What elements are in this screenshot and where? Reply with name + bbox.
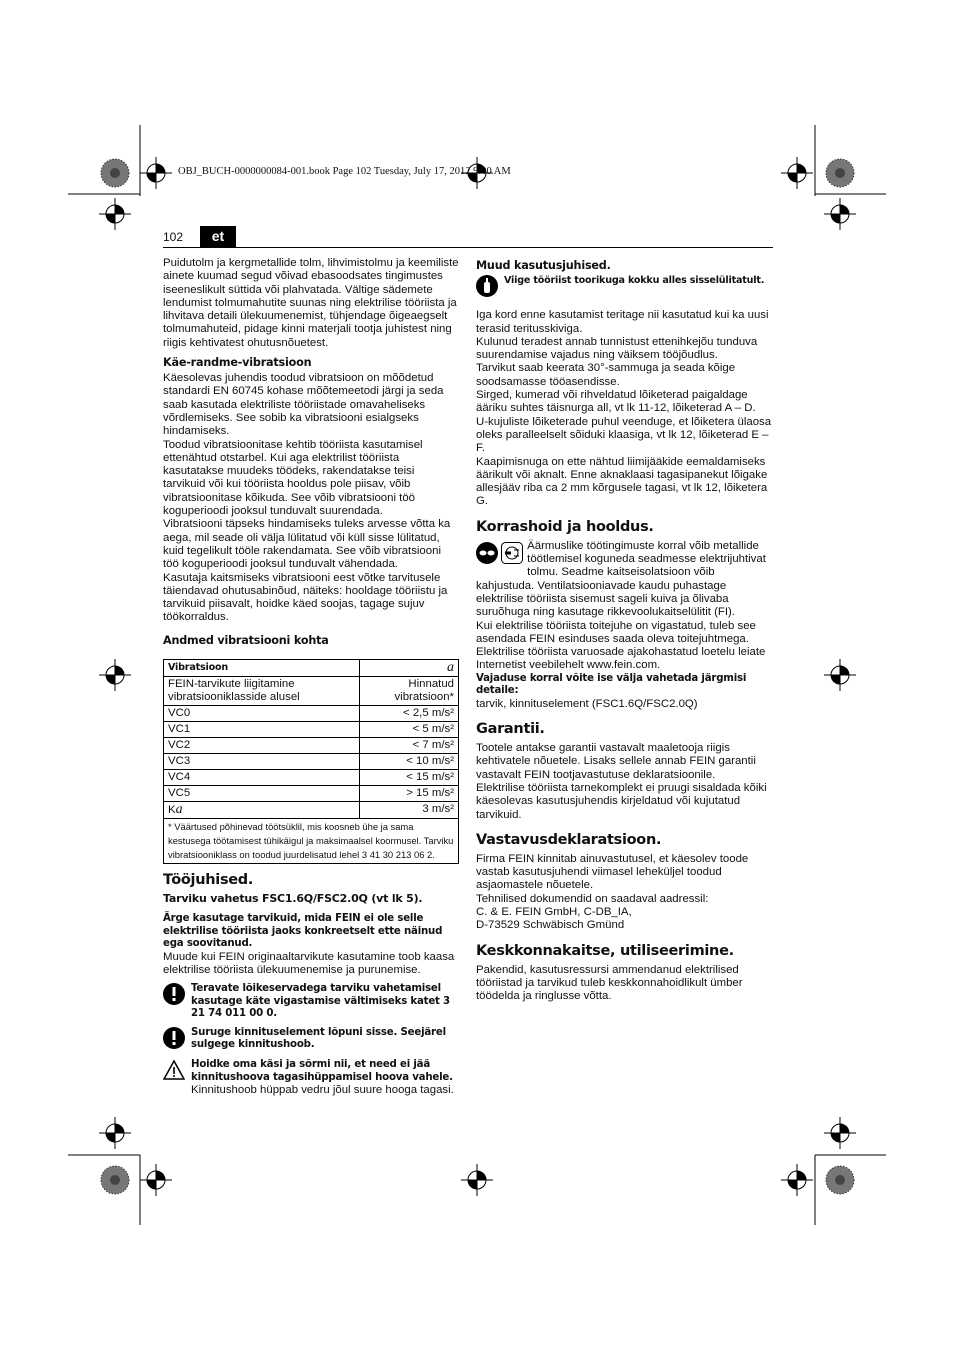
note-row [163, 1059, 459, 1097]
switch-on-text: Viige tööriist toorikuga kokku alles sisselülitatult. [504, 275, 765, 286]
tool-change-heading: Tarviku vahetus FSC1.6Q/FSC2.0Q (vt lk 5). [163, 891, 423, 905]
table-footnote-row [164, 818, 459, 863]
page-number: 102 [163, 230, 184, 244]
note-row [163, 1027, 459, 1053]
maintenance-heading: Korrashoid ja hooldus. [476, 518, 654, 535]
switch-on-icon [476, 275, 498, 297]
conformity-paragraph: Tehnilised dokumendid on saadaval aadressil: [476, 892, 709, 905]
table-cell-value: < 7 m/s² [360, 737, 459, 753]
other-paragraph: Kaapimisnuga on ette nähtud liimijääkide eemaldamiseks äärikult või aknalt. Enne aknaklaasi tagasipanekut lõigake allesjääv riba ca 2 mm kõrgusele tagasi, vt lk 12, lõiketera G. [476, 455, 768, 508]
vibration-heading: Käe-randme-vibratsioon [163, 356, 312, 370]
maintenance-paragraph: Kui elektrilise tööriista toitejuhe on vigastatud, tuleb see asendada FEIN esinduses saada oleva toitejuhtmega. [476, 619, 756, 645]
table-header-row [164, 659, 459, 676]
exclamation-icon [163, 1027, 185, 1049]
acceleration-symbol: a [447, 659, 454, 675]
maintenance-note [476, 540, 772, 620]
conformity-heading: Vastavusdeklaratsioon. [476, 831, 662, 848]
table-cell-value: < 5 m/s² [360, 721, 459, 737]
other-paragraph: U-kujuliste lõiketerade puhul veenduge, et lõiketera ülaosa oleks paralleelselt sõiduki klaasiga, vt lk 12, lõiketerad E – F. [476, 415, 772, 455]
address-line: C. & E. FEIN GmbH, C-DB_IA, [476, 905, 632, 918]
table-cell-fein-label: FEIN-tarvikute liigitamine vibratsiooniklasside alusel [164, 676, 360, 705]
table-row [164, 705, 459, 721]
table-row [164, 753, 459, 769]
table-cell-uncertainty: 3 m/s² [360, 801, 459, 818]
other-paragraph: Sirged, kumerad või rihveldatud lõiketerad paigaldage ääriku suhtes täisnurga all, vt lk 11-12, lõiketerad A – D. [476, 389, 756, 415]
other-paragraph: Iga kord enne kasutamist teritage nii kasutatud kui ka uusi terasid teritusskiviga. [476, 309, 769, 335]
note-lever-bold: Hoidke oma käsi ja sõrmi nii, et need ei jää kinnitushoova tagasihüppamisel hoova vahele. [191, 1059, 453, 1083]
replaceable-parts-list: tarvik, kinnituselement (FSC1.6Q/FSC2.0Q) [476, 697, 698, 710]
maintenance-paragraph: Elektrilise tööriista varuosade ajakohastatud loetelu leiate Internetist veebilehelt www.fein.com. [476, 646, 766, 672]
table-cell-value: < 10 m/s² [360, 753, 459, 769]
table-cell-class: VC3 [164, 753, 360, 769]
table-header-label: Vibratsioon [164, 659, 360, 676]
right-column [476, 257, 772, 1003]
table-row [164, 737, 459, 753]
environment-paragraph: Pakendid, kasutusressursi ammendanud elektrilised tööriistad ja tarvikud tuleb keskkonnahoidlikult ümber töödelda ja ringlusse võtta. [476, 963, 743, 1003]
table-cell-class: VC5 [164, 785, 360, 801]
environment-heading: Keskkonnakaitse, utiliseerimine. [476, 942, 734, 959]
dust-paragraph: Puidutolm ja kergmetallide tolm, lihvimistolmu ja keemiliste ainete kuumad segud võivad ebasoodsates tingimustes iseeneslikult süttida või plahvatada. Vältige sädemete lendumist tolmumahutite suunas ning elektrilise tööriista ja lihvitava detaili ülekuumenemist, tühjendage õigeaegselt tolmumahuteid, pidage kinni materjali tootja juhistest ning riigis kehtivatest ohutusnõuetest. [163, 257, 459, 349]
accessory-warning-text: Muude kui FEIN originaaltarvikute kasutamine toob kaasa elektrilise tööriista ülekuumenemise ja purunemise. [163, 950, 455, 977]
table-cell-fein-value: Hinnatud vibratsioon* [360, 676, 459, 705]
vibration-table [163, 659, 459, 864]
exclamation-icon [163, 983, 185, 1005]
replaceable-parts-bold: Vajaduse korral võite ise välja vahetada järgmisi detaile: [476, 672, 747, 697]
table-row [164, 769, 459, 785]
table-cell-value: < 2,5 m/s² [360, 705, 459, 721]
unplug-icon [501, 542, 523, 564]
left-column [163, 257, 459, 1097]
note-fastening-text: Suruge kinnituselement lõpuni sisse. Seejärel sulgege kinnitushoob. [191, 1026, 446, 1051]
table-row [164, 785, 459, 801]
table-cell-class: VC2 [164, 737, 360, 753]
note-row [163, 983, 459, 1021]
work-instructions-heading: Tööjuhised. [163, 871, 254, 888]
table-cell-value: > 15 m/s² [360, 785, 459, 801]
conformity-paragraph: Firma FEIN kinnitab ainuvastutusel, et käesolev toode vastab kasutusjuhendi viimasel leheküljel toodud asjaomastele nõuetele. [476, 852, 749, 892]
table-footnote: * Väärtused põhinevad töötsüklil, mis koosneb ühe ja sama kestusega töötamisest tühikäigul ja maksimaalsel koormusel. Tarviku vibratsiooniklass on toodud juurdelisatud lehel 3 41 30 213 06 2. [164, 818, 459, 863]
note-cover-text: Teravate lõikeservadega tarviku vahetamisel kasutage käte vigastamise vältimiseks katet 3 21 74 011 00 0. [191, 983, 450, 1020]
vibration-paragraph-3: Vibratsiooni täpseks hindamiseks tuleks arvesse võtta ka aega, mil seade oli välja lülitatud või küll sisse lülitatud, kuid tegelikult tööle rakendamata. See võib vibratsiooni töö koguperioodi jooksul tunduvalt vähendada. [163, 518, 451, 571]
warning-triangle-icon [163, 1059, 185, 1081]
vibration-paragraph-4: Kasutaja kaitsmiseks vibratsiooni eest võtke tarvitusele täiendavad ohutusabinõud, näiteks: hooldage tööriistu ja tarvikuid piisavalt, hoidke käed soojas, tagage sujuv töökorraldus. [163, 571, 448, 624]
table-cell-class: VC4 [164, 769, 360, 785]
warranty-heading: Garantii. [476, 721, 545, 738]
uncertainty-k: K [168, 803, 176, 816]
protective-goggles-icon [476, 542, 498, 564]
warranty-paragraph: Elektrilise tööriista tarnekomplekt ei pruugi sisaldada kõiki käesolevas kasutusjuhendis kirjeldatud või kujutatud tarvikuid. [476, 781, 767, 821]
header-rule [163, 247, 773, 248]
table-row [164, 801, 459, 818]
note-lever-text: Kinnitushoob hüppab vedru jõul suure hooga tagasi. [191, 1084, 454, 1097]
table-row [164, 721, 459, 737]
table-cell-class: VC0 [164, 705, 360, 721]
file-slug: OBJ_BUCH-0000000084-001.book Page 102 Tuesday, July 17, 2012 9:00 AM [178, 166, 511, 177]
other-paragraph: Tarvikut saab keerata 30°-sammuga ja seada kõige soodsamasse tööasendisse. [476, 362, 736, 388]
other-instructions-heading: Muud kasutusjuhised. [476, 259, 611, 272]
vibration-paragraph-1: Käesolevas juhendis toodud vibratsioon on mõõdetud standardi EN 60745 kohase mõõtemeetodi järgi ja seda saab kasutada elektriliste tööriistade omavaheliseks võrdlemiseks. See sobib ka vibratsiooni esialgseks hindamiseks. [163, 372, 444, 438]
table-cell-value: < 15 m/s² [360, 769, 459, 785]
maintenance-icon-text: Äärmuslike töötingimuste korral võib metallide töötlemisel koguneda seadmesse elektrijuhtivat tolmu. Seadme kaitseisolatsioon võib kahjustuda. Ventilatsiooniavade kaudu puhastage elektrilise tööriista sisemust sageli kuiva ja õlivaba suruõhuga ning kasutage rikkevoolukaitselülitit (FI). [476, 539, 766, 619]
vibration-paragraph-2: Toodud vibratsioonitase kehtib tööriista kasutamisel ettenähtud otstarbel. Kui aga elektrilist tööriista kasutatakse muudeks töödeks, rakendatakse teisi tarvikuid või kui tööriista hooldus pole piisav, võib vibratsioonitase kõikuda. See võib vibratsiooni töö koguperioodi jooksul tunduvalt suurendada. [163, 438, 423, 518]
table-row [164, 676, 459, 705]
other-paragraph: Kulunud teradest annab tunnistust ettenihkejõu tunduva suurendamise vajadus ning väiksem tööjõudlus. [476, 335, 758, 362]
warranty-paragraph: Tootele antakse garantii vastavalt maaletooja riigis kehtivatele nõuetele. Lisaks sellele annab FEIN garantii vastavalt FEIN tootjavastutuse deklaratsioonile. [476, 742, 756, 781]
vibration-table-heading: Andmed vibratsiooni kohta [163, 633, 329, 647]
address-line: D-73529 Schwäbisch Gmünd [476, 919, 625, 932]
table-cell-class: VC1 [164, 721, 360, 737]
language-tab: et [200, 226, 236, 247]
uncertainty-symbol: a [175, 801, 183, 817]
accessory-warning-bold: Ärge kasutage tarvikuid, mida FEIN ei ole selle elektrilise tööriista jaoks konkreetselt ette näinud ega soovitanud. [163, 913, 443, 950]
note-row [476, 275, 772, 301]
